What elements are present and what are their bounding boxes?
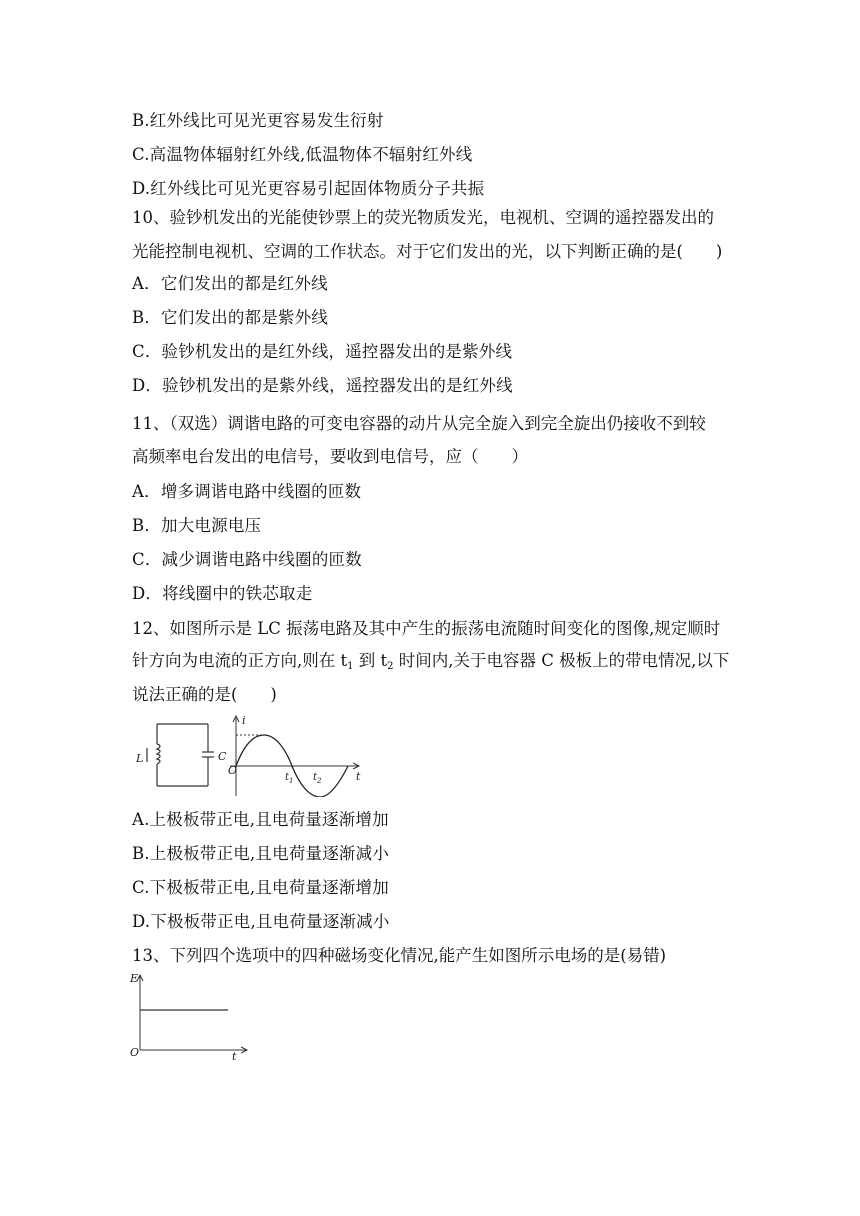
- q13-stem: 13、下列四个选项中的四种磁场变化情况,能产生如图所示电场的是(易错): [132, 946, 667, 965]
- q12-option-d: D.下极板带正电,且电荷量逐渐减小: [132, 912, 390, 931]
- label-c: C: [218, 750, 227, 763]
- label-t-axis: t: [356, 770, 361, 783]
- q11-option-c: C．减少调谐电路中线圈的匝数: [132, 550, 362, 569]
- q10-stem-line2: 光能控制电视机、空调的工作状态。对于它们发出的光，以下判断正确的是( ): [132, 242, 723, 261]
- label-e: E: [130, 972, 139, 985]
- q12-option-b: B.上极板带正电,且电荷量逐渐减小: [132, 844, 390, 863]
- q11-option-b: B．加大电源电压: [132, 516, 262, 535]
- q9-option-c: C.高温物体辐射红外线,低温物体不辐射红外线: [132, 145, 473, 164]
- q9-option-d: D.红外线比可见光更容易引起固体物质分子共振: [132, 179, 485, 198]
- q10-option-b: B．它们发出的都是紫外线: [132, 308, 329, 327]
- q10-option-c: C．验钞机发出的是红外线，遥控器发出的是紫外线: [132, 342, 513, 361]
- q11-option-d: D．将线圈中的铁芯取走: [132, 584, 313, 603]
- q11-option-a: A．增多调谐电路中线圈的匝数: [132, 482, 362, 501]
- label-l: L: [136, 752, 144, 765]
- q12-stem-line1: 12、如图所示是 LC 振荡电路及其中产生的振荡电流随时间变化的图像,规定顺时: [132, 619, 721, 638]
- current-graph: [230, 716, 359, 797]
- q12-stem-line2: 针方向为电流的正方向,则在 $t_1$ 到 $t_2$ 时间内,关于电容器 C 极板上的带电情况,以下: [132, 651, 730, 672]
- label-i: i: [242, 714, 246, 727]
- q11-stem-line2: 高频率电台发出的电信号，要收到电信号，应（ ）: [132, 447, 528, 466]
- lc-circuit-diagram: [147, 724, 214, 786]
- label-t2: $t_2$: [313, 772, 322, 785]
- q13-e-t-figure: [128, 970, 253, 1062]
- q11-stem-line1: 11、（双选）调谐电路的可变电容器的动片从完全旋入到完全旋出仍接收不到较: [132, 414, 706, 433]
- q10-stem-line1: 10、验钞机发出的光能使钞票上的荧光物质发光，电视机、空调的遥控器发出的: [132, 208, 714, 227]
- q9-option-b: B.红外线比可见光更容易发生衍射: [132, 111, 384, 130]
- q12-stem-line3: 说法正确的是( ): [132, 685, 277, 704]
- q10-option-d: D．验钞机发出的是紫外线，遥控器发出的是红外线: [132, 376, 513, 395]
- label-t: t: [232, 1050, 237, 1062]
- label-origin: O: [130, 1046, 140, 1059]
- label-t1: $t_1$: [285, 772, 294, 785]
- label-origin: O: [228, 764, 238, 777]
- q12-option-a: A.上极板带正电,且电荷量逐渐增加: [132, 810, 389, 829]
- q12-lc-figure: [130, 712, 370, 797]
- q10-option-a: A．它们发出的都是红外线: [132, 274, 328, 293]
- inductor-coil-icon: [157, 744, 160, 764]
- q12-option-c: C.下极板带正电,且电荷量逐渐增加: [132, 878, 389, 897]
